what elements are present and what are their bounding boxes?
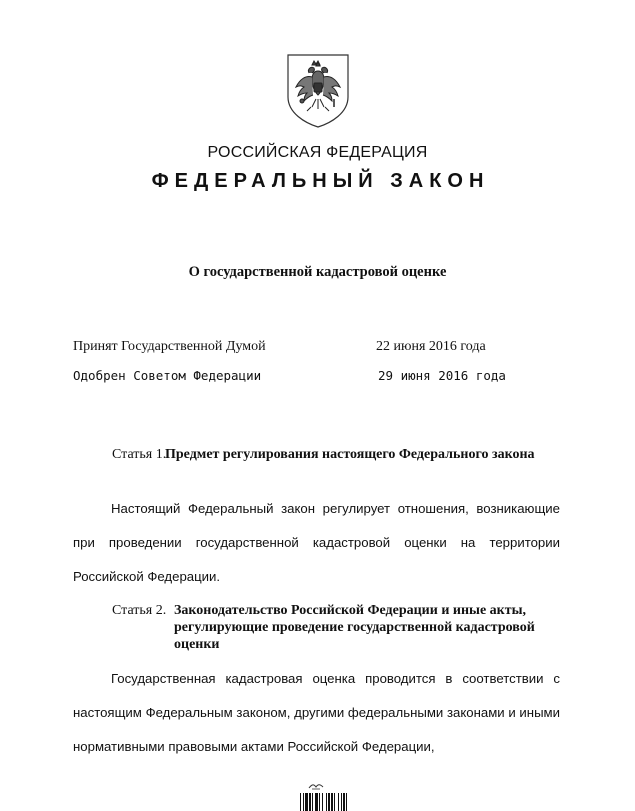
duma-label: Принят Государственной Думой <box>73 339 266 354</box>
article-heading: Предмет регулирования настоящего Федерального закона <box>165 447 535 462</box>
article-number: Статья 1. <box>112 447 167 462</box>
coat-of-arms-icon <box>285 53 351 129</box>
law-title: О государственной кадастровой оценке <box>188 264 447 280</box>
law-type: ФЕДЕРАЛЬНЫЙ ЗАКОН <box>151 170 490 192</box>
article-1-text: Настоящий Федеральный закон регулирует отношения, возникающие при проведении государственной кадастровой оценки на территории Российской Федерации. <box>73 501 560 584</box>
article-2-text: Государственная кадастровая оценка проводится в соответствии с настоящим Федеральным законом, другими федеральными законами и иными нормативными правовыми актами Российской Федерации, <box>73 671 560 754</box>
council-label: Одобрен Советом Федерации <box>73 368 262 383</box>
council-date: 29 июня 2016 года <box>378 368 506 383</box>
duma-date: 22 июня 2016 года <box>376 339 486 354</box>
barcode-icon <box>300 793 376 811</box>
country-name: РОССИЙСКАЯ ФЕДЕРАЦИЯ <box>207 144 428 161</box>
scanner-mark-icon <box>308 782 324 790</box>
article-number: Статья 2. <box>112 603 167 618</box>
article-heading: Законодательство Российской Федерации и иные акты, регулирующие проведение государственной кадастровой оценки <box>174 603 535 652</box>
